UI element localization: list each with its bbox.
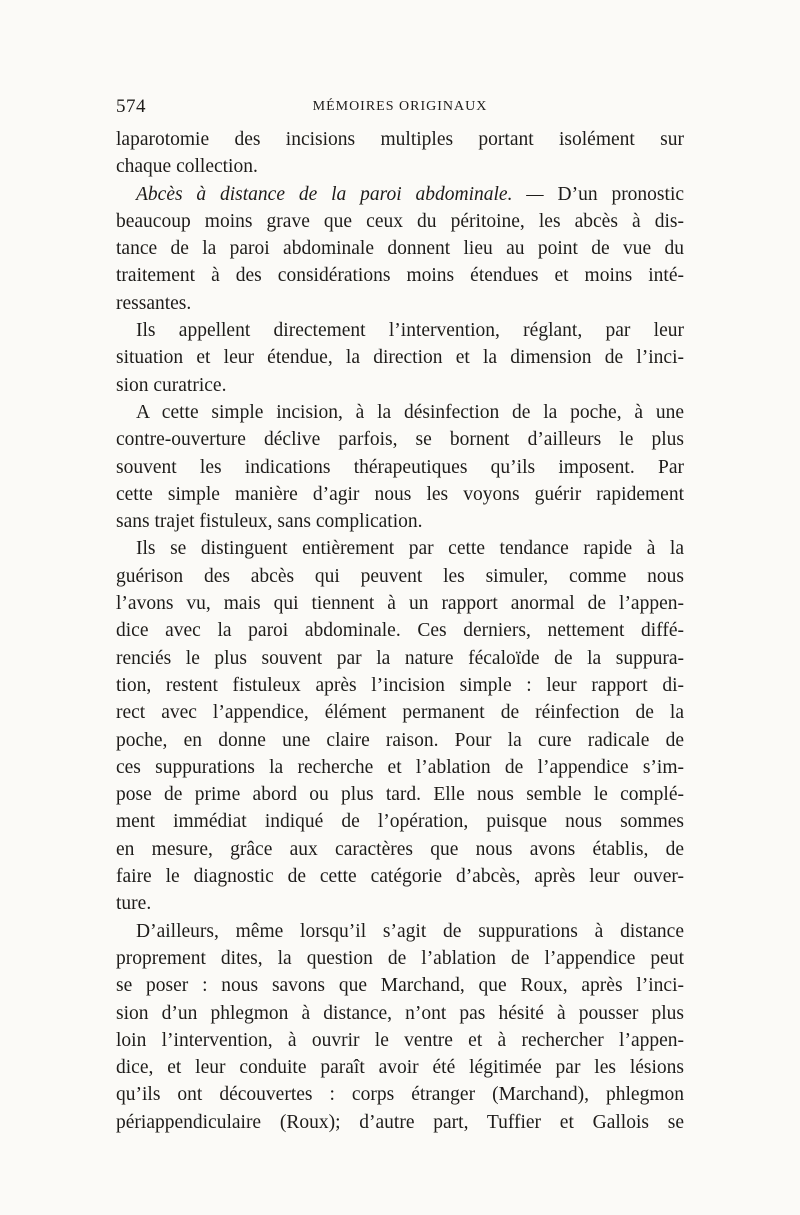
text-line: faire le diagnostic de cette catégorie d’abcès, après leur ouver- <box>116 866 684 888</box>
text-line: pose de prime abord ou plus tard. Elle nous semble le complé- <box>116 784 684 806</box>
text-line: contre-ouverture déclive parfois, se bornent d’ailleurs le plus <box>116 429 684 451</box>
text-line: souvent les indications thérapeutiques qu’ils imposent. Par <box>116 456 684 478</box>
text-line: cette simple manière d’agir nous les voyons guérir rapidement <box>116 483 684 505</box>
text-line: sion d’un phlegmon à distance, n’ont pas hésité à pousser plus <box>116 1002 684 1024</box>
text-line: dice, et leur conduite paraît avoir été légitimée par les lésions <box>116 1057 684 1079</box>
text-line: rect avec l’appendice, élément permanent de réinfection de la <box>116 702 684 724</box>
text-line: poche, en donne une claire raison. Pour la cure radicale de <box>116 729 684 751</box>
text-line: guérison des abcès qui peuvent les simuler, comme nous <box>116 565 684 587</box>
text-line: ture. <box>116 893 152 915</box>
text-line: D’ailleurs, même lorsqu’il s’agit de suppurations à distance <box>136 920 684 942</box>
text-line: se poser : nous savons que Marchand, que Roux, après l’inci- <box>116 975 684 997</box>
text-line-fragment: D’un pronostic <box>557 183 685 205</box>
text-line: dice avec la paroi abdominale. Ces derniers, nettement diffé- <box>116 620 684 642</box>
running-title: MÉMOIRES ORIGINAUX <box>312 99 488 114</box>
text-line: Ils se distinguent entièrement par cette tendance rapide à la <box>136 538 684 560</box>
text-line: qu’ils ont découvertes : corps étranger (Marchand), phlegmon <box>116 1084 684 1106</box>
text-line: A cette simple incision, à la désinfection de la poche, à une <box>136 401 684 423</box>
text-line: tion, restent fistuleux après l’incision simple : leur rapport di- <box>116 674 684 696</box>
text-line: sans trajet fistuleux, sans complication. <box>116 511 423 533</box>
text-line: ment immédiat indiqué de l’opération, puisque nous sommes <box>116 811 684 833</box>
text-line: traitement à des considérations moins étendues et moins inté- <box>116 265 684 287</box>
text-line: situation et leur étendue, la direction et la dimension de l’inci- <box>116 347 684 369</box>
text-line: ces suppurations la recherche et l’ablation de l’appendice s’im- <box>116 756 684 778</box>
text-line: loin l’intervention, à ouvrir le ventre et à rechercher l’appen- <box>116 1029 684 1051</box>
text-line: renciés le plus souvent par la nature fécaloïde de la suppura- <box>116 647 684 669</box>
body-text <box>116 126 684 1136</box>
text-line: beaucoup moins grave que ceux du péritoine, les abcès à dis- <box>116 210 684 232</box>
text-line: en mesure, grâce aux caractères que nous avons établis, de <box>116 838 684 860</box>
text-line: proprement dites, la question de l’ablation de l’appendice peut <box>116 947 684 969</box>
section-heading-line <box>116 181 684 208</box>
text-line: chaque collection. <box>116 156 258 178</box>
text-line: ressantes. <box>116 292 192 314</box>
text-line: sion curatrice. <box>116 374 227 396</box>
text-line: Ils appellent directement l’intervention, réglant, par leur <box>136 320 684 342</box>
page-header <box>116 96 684 122</box>
text-line: laparotomie des incisions multiples portant isolément sur <box>116 129 684 150</box>
text-line: tance de la paroi abdominale donnent lieu au point de vue du <box>116 238 684 260</box>
text-line: périappendiculaire (Roux); d’autre part, Tuffier et Gallois se <box>116 1111 684 1133</box>
text-line: l’avons vu, mais qui tiennent à un rapport anormal de l’appen- <box>116 593 684 615</box>
page-number: 574 <box>116 96 146 117</box>
section-heading: Abcès à distance de la paroi abdominale. — <box>136 183 544 205</box>
